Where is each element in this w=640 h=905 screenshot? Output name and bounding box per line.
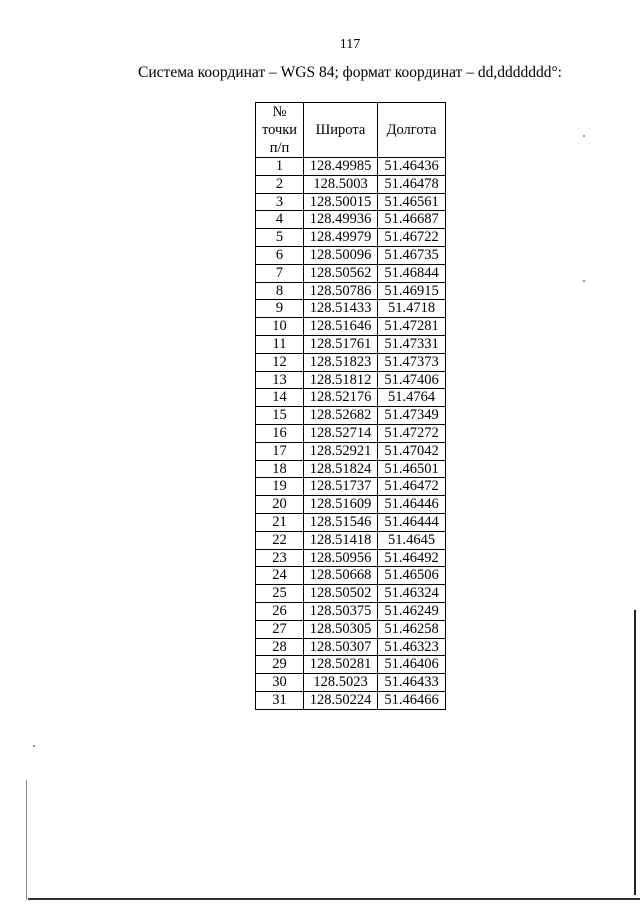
longitude-cell: 51.46501 [378,460,446,478]
scan-edge-right [634,610,636,895]
point-number-cell: 3 [256,193,304,211]
header-point-number [256,103,304,158]
header-longitude: Долгота [378,103,446,158]
table-row [256,158,446,176]
longitude-cell: 51.46466 [378,691,446,709]
header-latitude: Широта [304,103,378,158]
header-num-line3: п/п [269,140,290,156]
table-row [256,193,446,211]
latitude-cell: 128.50307 [304,638,378,656]
longitude-cell: 51.47272 [378,424,446,442]
latitude-cell: 128.49936 [304,211,378,229]
longitude-cell: 51.46735 [378,246,446,264]
latitude-cell: 128.50562 [304,264,378,282]
table-row [256,318,446,336]
longitude-cell: 51.46444 [378,513,446,531]
point-number-cell: 7 [256,264,304,282]
table-row [256,371,446,389]
coordinate-system-caption: Система координат – WGS 84; формат координат – dd,ddddddd°: [138,64,562,81]
longitude-cell: 51.46436 [378,158,446,176]
point-number-cell: 15 [256,407,304,425]
table-row [256,567,446,585]
latitude-cell: 128.50281 [304,656,378,674]
point-number-cell: 14 [256,389,304,407]
longitude-cell: 51.47331 [378,335,446,353]
table-row [256,478,446,496]
latitude-cell: 128.51546 [304,513,378,531]
latitude-cell: 128.51761 [304,335,378,353]
latitude-cell: 128.52682 [304,407,378,425]
table-row [256,549,446,567]
table-row [256,282,446,300]
point-number-cell: 12 [256,353,304,371]
point-number-cell: 21 [256,513,304,531]
point-number-cell: 1 [256,158,304,176]
longitude-cell: 51.46446 [378,496,446,514]
latitude-cell: 128.51433 [304,300,378,318]
point-number-cell: 29 [256,656,304,674]
latitude-cell: 128.52176 [304,389,378,407]
table-row [256,229,446,247]
scan-speck [583,280,585,282]
table-header-row [256,103,446,158]
longitude-cell: 51.47349 [378,407,446,425]
latitude-cell: 128.51646 [304,318,378,336]
latitude-cell: 128.51824 [304,460,378,478]
page-number: 117 [339,37,361,52]
table-row [256,674,446,692]
table-row [256,424,446,442]
table-row [256,407,446,425]
table-row [256,585,446,603]
latitude-cell: 128.50786 [304,282,378,300]
longitude-cell: 51.46472 [378,478,446,496]
point-number-cell: 9 [256,300,304,318]
longitude-cell: 51.46915 [378,282,446,300]
point-number-cell: 24 [256,567,304,585]
longitude-cell: 51.47406 [378,371,446,389]
longitude-cell: 51.46324 [378,585,446,603]
point-number-cell: 22 [256,531,304,549]
longitude-cell: 51.4645 [378,531,446,549]
longitude-cell: 51.46478 [378,175,446,193]
point-number-cell: 18 [256,460,304,478]
table-row [256,531,446,549]
point-number-cell: 4 [256,211,304,229]
longitude-cell: 51.46506 [378,567,446,585]
table-row [256,496,446,514]
point-number-cell: 25 [256,585,304,603]
longitude-cell: 51.46687 [378,211,446,229]
table-row [256,513,446,531]
point-number-cell: 6 [256,246,304,264]
latitude-cell: 128.50096 [304,246,378,264]
longitude-cell: 51.47042 [378,442,446,460]
point-number-cell: 8 [256,282,304,300]
point-number-cell: 16 [256,424,304,442]
table-row [256,602,446,620]
latitude-cell: 128.5003 [304,175,378,193]
table-row [256,656,446,674]
latitude-cell: 128.50956 [304,549,378,567]
table-row [256,691,446,709]
scan-edge-bottom [28,898,640,900]
latitude-cell: 128.51823 [304,353,378,371]
latitude-cell: 128.50015 [304,193,378,211]
table-row [256,460,446,478]
longitude-cell: 51.46258 [378,620,446,638]
point-number-cell: 13 [256,371,304,389]
longitude-cell: 51.46492 [378,549,446,567]
point-number-cell: 19 [256,478,304,496]
table-row [256,175,446,193]
point-number-cell: 28 [256,638,304,656]
latitude-cell: 128.5023 [304,674,378,692]
longitude-cell: 51.46844 [378,264,446,282]
latitude-cell: 128.49979 [304,229,378,247]
table-row [256,211,446,229]
point-number-cell: 30 [256,674,304,692]
latitude-cell: 128.50668 [304,567,378,585]
table-row [256,246,446,264]
longitude-cell: 51.46561 [378,193,446,211]
latitude-cell: 128.50305 [304,620,378,638]
point-number-cell: 5 [256,229,304,247]
table-row [256,335,446,353]
latitude-cell: 128.50502 [304,585,378,603]
latitude-cell: 128.51812 [304,371,378,389]
scan-speck [583,135,585,137]
point-number-cell: 31 [256,691,304,709]
scan-speck [33,745,35,747]
table-row [256,620,446,638]
latitude-cell: 128.50224 [304,691,378,709]
latitude-cell: 128.52714 [304,424,378,442]
point-number-cell: 26 [256,602,304,620]
table-row [256,264,446,282]
table-row [256,389,446,407]
longitude-cell: 51.46433 [378,674,446,692]
table-row [256,638,446,656]
latitude-cell: 128.49985 [304,158,378,176]
longitude-cell: 51.47373 [378,353,446,371]
longitude-cell: 51.4718 [378,300,446,318]
latitude-cell: 128.51609 [304,496,378,514]
table-row [256,353,446,371]
point-number-cell: 10 [256,318,304,336]
point-number-cell: 20 [256,496,304,514]
longitude-cell: 51.46406 [378,656,446,674]
latitude-cell: 128.51418 [304,531,378,549]
header-num-line2: точки [261,122,298,138]
longitude-cell: 51.47281 [378,318,446,336]
point-number-cell: 11 [256,335,304,353]
table-row [256,300,446,318]
latitude-cell: 128.52921 [304,442,378,460]
longitude-cell: 51.46722 [378,229,446,247]
coordinates-table [255,102,446,710]
longitude-cell: 51.4764 [378,389,446,407]
longitude-cell: 51.46249 [378,602,446,620]
latitude-cell: 128.51737 [304,478,378,496]
longitude-cell: 51.46323 [378,638,446,656]
table-row [256,442,446,460]
scan-edge-left [26,780,27,900]
point-number-cell: 17 [256,442,304,460]
point-number-cell: 23 [256,549,304,567]
point-number-cell: 27 [256,620,304,638]
latitude-cell: 128.50375 [304,602,378,620]
point-number-cell: 2 [256,175,304,193]
header-num-line1: № [272,104,287,120]
